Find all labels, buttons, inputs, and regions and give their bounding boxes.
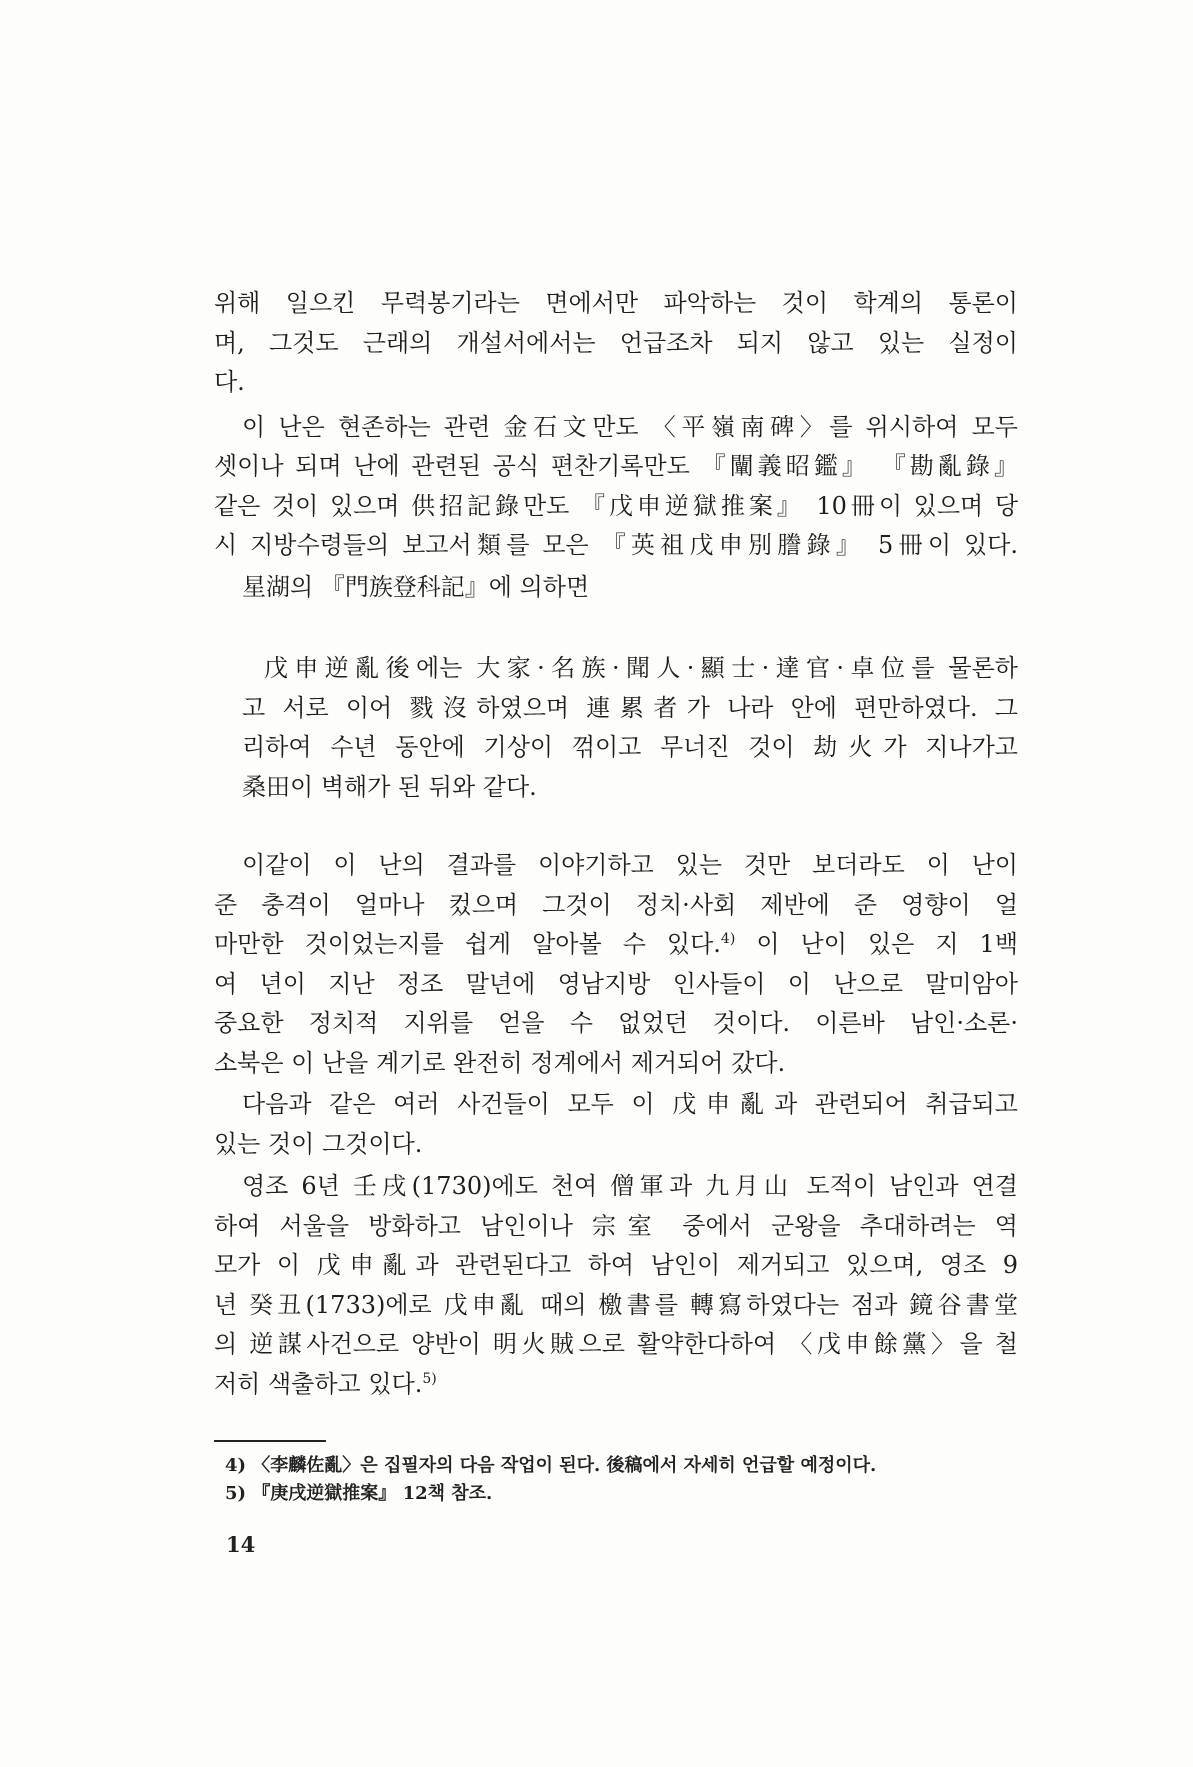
text-line: 소북은 이 난을 계기로 완전히 정계에서 제거되어 갔다. (214, 1048, 786, 1077)
footnote: 4) 〈李麟佐亂〉은 집필자의 다음 작업이 된다. 後稿에서 자세히 언급할 예정이다. (225, 1455, 877, 1476)
page-number: 14 (226, 1532, 256, 1557)
quote-line: 戊申逆亂後에는 大家·名族·聞人·顯士·達官·卓位를 물론하 (264, 654, 1018, 682)
quote-line: 桑田이 벽해가 된 뒤와 같다. (242, 772, 537, 801)
text-line: 여 년이 지난 정조 말년에 영남지방 인사들이 이 난으로 말미암아 (214, 969, 1018, 998)
text-segment: 저히 색출하고 있다. (214, 1369, 423, 1398)
text-line: 며, 그것도 근래의 개설서에서는 언급조차 되지 않고 있는 실정이 (214, 328, 1018, 357)
footnotes (225, 1452, 1015, 1508)
text-line: 년 癸丑(1733)에로 戊申亂 때의 檄書를 轉寫하였다는 점과 鏡谷書堂 (214, 1290, 1018, 1319)
text-line (214, 925, 1018, 965)
footnote-ref: 5) (422, 1370, 437, 1387)
text-line: 모가 이 戊申亂과 관련된다고 하여 남인이 제거되고 있으며, 영조 9 (214, 1251, 1018, 1279)
text-line: 위해 일으킨 무력봉기라는 면에서만 파악하는 것이 학계의 통론이 (214, 289, 1018, 317)
text-segment: 이 난이 있은 지 1백 (735, 930, 1019, 958)
text-line: 중요한 정치적 지위를 얻을 수 없었던 것이다. 이른바 남인·소론· (214, 1009, 1018, 1037)
text-line: 다음과 같은 여러 사건들이 모두 이 戊申亂과 관련되어 취급되고 (242, 1090, 1018, 1118)
paragraph (214, 1085, 1018, 1164)
paragraph (214, 846, 1018, 1083)
text-line: 영조 6년 壬戌(1730)에도 천여 僧軍과 九月山 도적이 남인과 연결 (242, 1172, 1018, 1200)
paragraph (214, 284, 1018, 403)
text-line (214, 1365, 1018, 1405)
text-line: 있는 것이 그것이다. (214, 1129, 423, 1158)
text-segment: 마만한 것이었는지를 쉽게 알아볼 수 있다. (214, 930, 721, 958)
text-line: 준 충격이 얼마나 컸으며 그것이 정치·사회 제반에 준 영향이 얼 (214, 890, 1018, 919)
text-line: 이 난은 현존하는 관련 金石文만도 〈平嶺南碑〉를 위시하여 모두 (242, 412, 1018, 441)
footnote-ref: 4) (720, 931, 736, 947)
paragraph (214, 568, 1018, 608)
text-line: 의 逆謀사건으로 양반이 明火賊으로 활약한다하여 〈戊申餘黨〉을 철 (214, 1330, 1018, 1358)
text-line: 하여 서울을 방화하고 남인이나 宗室 중에서 군왕을 추대하려는 역 (214, 1211, 1018, 1240)
block-quote (242, 649, 1018, 807)
text-line: 셋이나 되며 난에 관련된 공식 편찬기록만도 『闡義昭鑑』 『勘亂錄』 (214, 452, 1018, 480)
paragraph (214, 1167, 1018, 1404)
text-line: 시 지방수령들의 보고서類를 모은 『英祖戊申別謄錄』 5冊이 있다. (214, 531, 1018, 559)
quote-line: 리하여 수년 동안에 기상이 꺾이고 무너진 것이 劫火가 지나가고 (242, 733, 1018, 761)
body-text (214, 284, 1018, 1404)
footnote: 5) 『庚戌逆獄推案』 12책 참조. (225, 1483, 493, 1504)
footnote-divider (214, 1440, 326, 1442)
text-line: 星湖의 『門族登科記』에 의하면 (242, 572, 590, 601)
text-line: 같은 것이 있으며 供招記錄만도 『戊申逆獄推案』 10冊이 있으며 당 (214, 491, 1018, 520)
text-line: 다. (214, 368, 245, 396)
text-line: 이같이 이 난의 결과를 이야기하고 있는 것만 보더라도 이 난이 (242, 851, 1018, 879)
quote-line: 고 서로 이어 戮沒하였으며 連累者가 나라 안에 편만하였다. 그 (242, 693, 1018, 722)
paragraph (214, 408, 1018, 566)
